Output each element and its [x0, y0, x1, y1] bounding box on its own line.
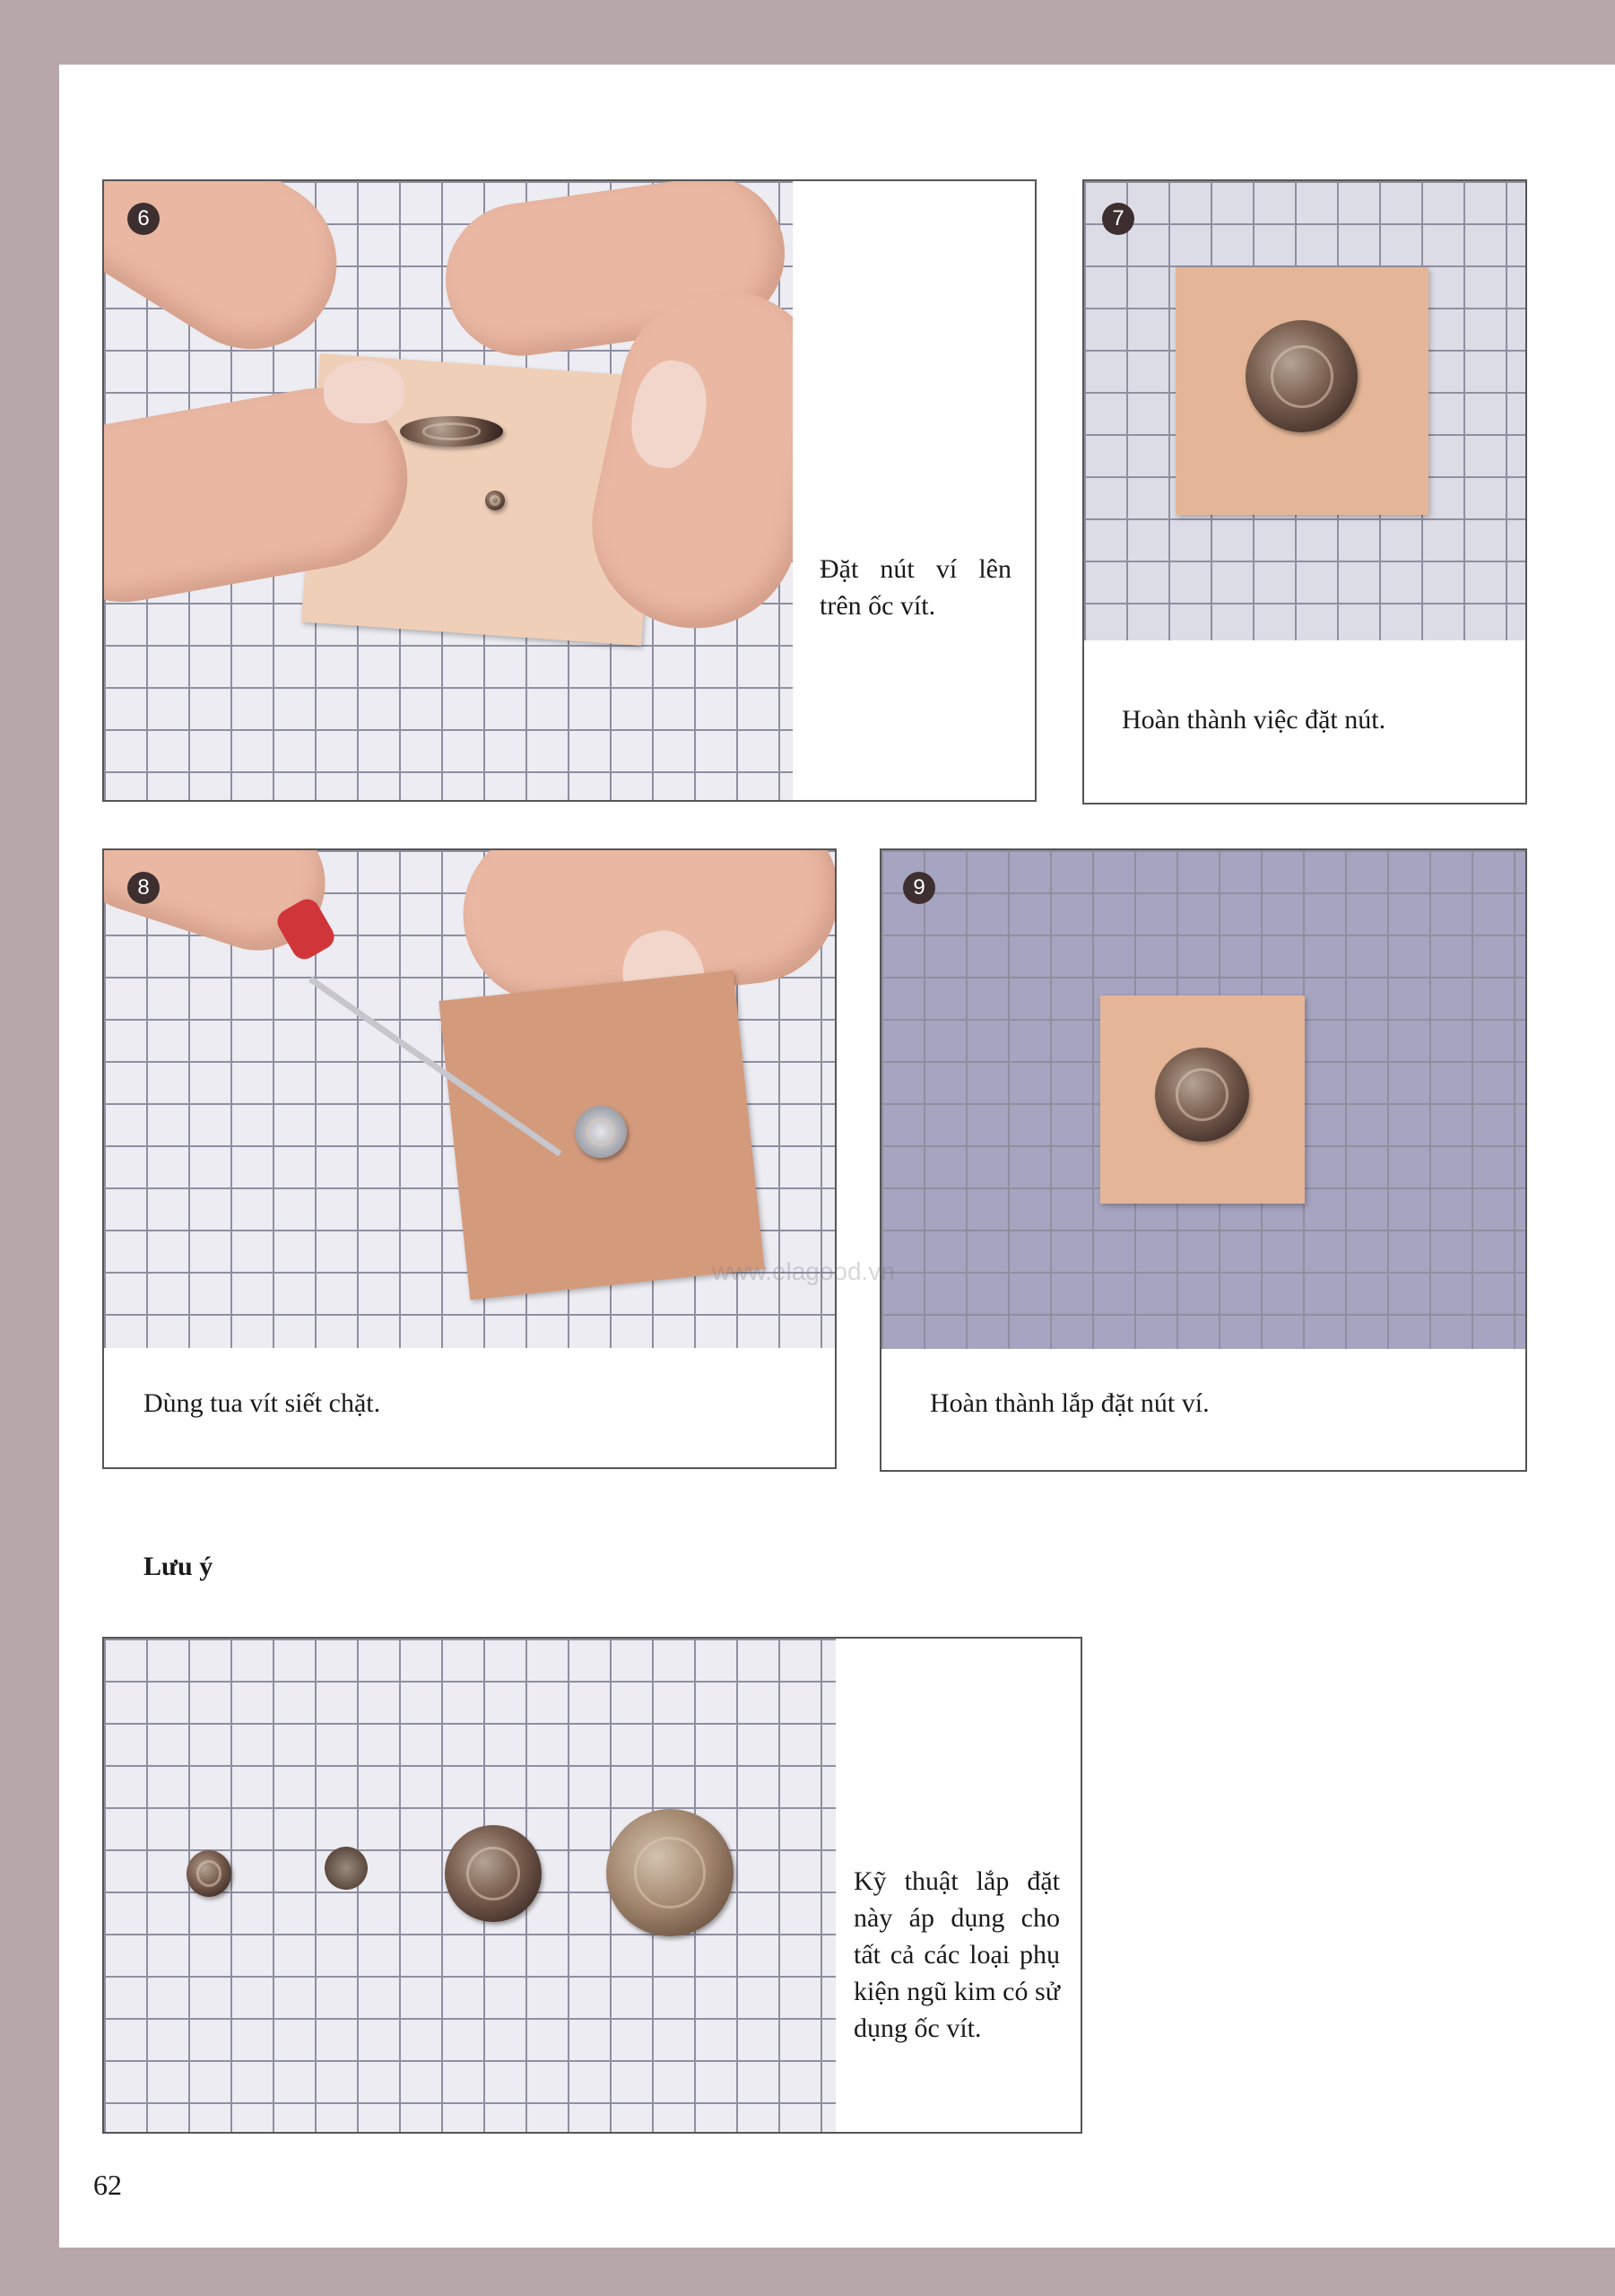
thumbnail-illustration	[324, 361, 404, 423]
screw-head	[575, 1106, 627, 1158]
hardware-photo	[104, 1639, 836, 2132]
hardware-large-button	[606, 1809, 734, 1936]
note-heading: Lưu ý	[143, 1552, 213, 1581]
hardware-small-stud	[187, 1850, 231, 1897]
hardware-round-button	[445, 1825, 542, 1922]
screw-post	[485, 491, 505, 510]
step-9-caption: Hoàn thành lắp đặt nút ví.	[930, 1388, 1210, 1418]
page-number: 62	[93, 2169, 122, 2201]
note-panel	[102, 1637, 1082, 2134]
book-page	[59, 65, 1615, 2248]
step-6-caption: Đặt nút ví lên trên ốc vít.	[820, 554, 1012, 621]
step-6-photo	[104, 181, 793, 800]
step-number-badge: 6	[127, 203, 160, 235]
step-8-panel	[102, 848, 837, 1469]
step-7-caption: Hoàn thành việc đặt nút.	[1122, 705, 1386, 735]
step-9-photo	[881, 850, 1525, 1349]
step-7-photo	[1084, 181, 1525, 640]
button-coin	[400, 416, 503, 447]
step-6-panel	[102, 179, 1037, 802]
watermark: www.elagood.vn	[712, 1257, 895, 1285]
step-8-caption: Dùng tua vít siết chặt.	[143, 1388, 381, 1418]
hardware-cross-stud	[310, 1832, 381, 1903]
note-text: Kỹ thuật lắp đặt này áp dụng cho tất cả các loại phụ kiện ngũ kim có sử dụng ốc vít.	[854, 1866, 1060, 2043]
step-number-badge: 9	[903, 872, 935, 904]
button-coin	[1246, 320, 1358, 432]
button-coin	[1155, 1048, 1249, 1142]
step-7-panel	[1082, 179, 1527, 804]
step-number-badge: 7	[1102, 203, 1134, 235]
step-number-badge: 8	[127, 872, 160, 904]
step-9-panel	[880, 848, 1527, 1472]
